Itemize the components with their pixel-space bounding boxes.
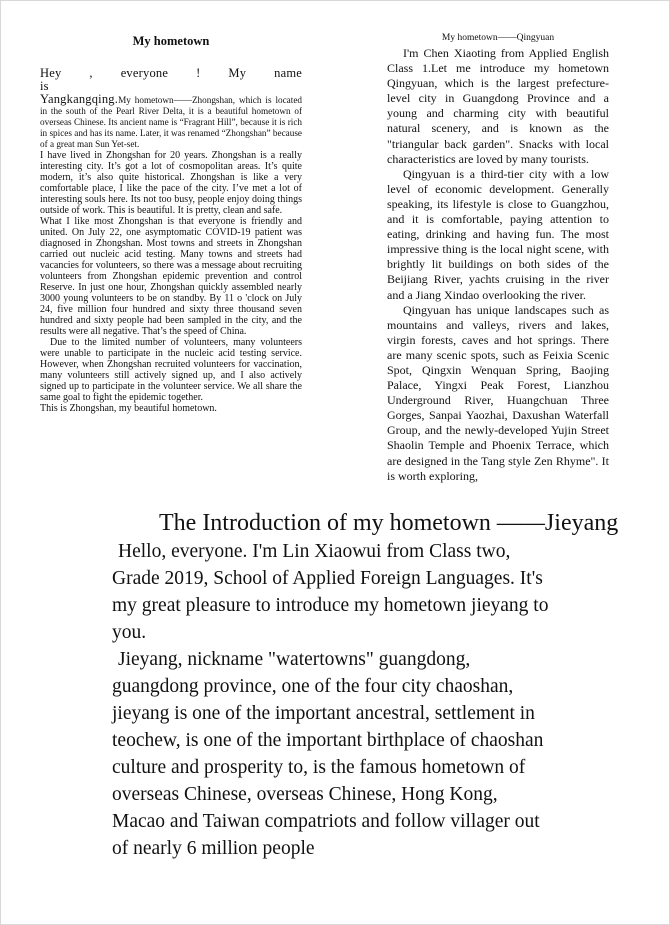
paragraph: Qingyuan has unique landscapes such as mountains and valleys, rivers and lakes, virgin forests, caves and hot springs. There are many scenic spots, such as Feixia Scenic Spot, Qingxin Wenquan Spring, Baojing Palace, Yingxi Peak Forest, Lianzhou Underground River, Huangchuan Three Gorges, Sanpai Yaozhai, Daxushan Waterfall Group, and the newly-developed Yujin Street Shaolin Temple and Phoenix Terrace, which are designed in the Tang style Zen Rhyme". It is worth exploring, [387,302,609,483]
greeting-name: Yangkangqing. [40,92,119,106]
paragraph: This is Zhongshan, my beautiful hometown. [40,403,217,414]
document-title: The Introduction of my hometown ——Jieyang [159,510,619,536]
intro-paragraph [40,93,302,150]
intro-text: My hometown——Zhongshan, which is located in the south of the Pearl River Delta, it is a beautiful hometown of overseas Chinese. Its ancient name is “Fragrant Hill”, because it is rich in spices and has its name. Later, it was renamed “Zhongshan” because of a great man Sun Yet-set. [40,95,302,149]
document-title: My hometown [132,34,210,48]
document-qingyuan [387,33,609,523]
document-zhongshan [40,34,302,529]
document-jieyang [110,508,660,912]
paragraph: I'm Chen Xiaoting from Applied English Class 1.Let me introduce my hometown Qingyuan, which is the largest prefecture-level city in Guangdong Province and a young and charming city with beautiful natural scenery, and is known as the "triangular back garden". Snacks with local characteristics are loved by many tourists. [387,46,609,166]
paragraph: Hello, everyone. I'm Lin Xiaowui from Class two, Grade 2019, School of Applied Foreign Languages. It's my great pleasure to introduce my hometown jieyang to you. [112,541,549,643]
greeting-line: Hey , everyone ! My name is [40,66,302,93]
paragraph: Due to the limited number of volunteers, many volunteers were unable to participate in the nucleic acid testing service. However, when Zhongshan recruited volunteers for vaccination, many volunteers still actively signed up, and I also actively signed up to participate in the volunteer service. We all share the same goal to fight the epidemic together. [40,337,302,403]
paragraph: What I like most Zhongshan is that everyone is friendly and united. On July 22, one asymptomatic COVID-19 patient was diagnosed in Zhongshan. Most towns and streets in Zhongshan carried out nucleic acid testing. Many towns and streets had vacancies for volunteers, so there was a message about recruiting volunteers from Zhongshan epidemic prevention and control Reserve. In just one hour, Zhongshan quickly assembled nearly 3000 young volunteers to be on standby. By 11 o 'clock on July 24, five million four hundred and sixty three thousand seven hundred and sixty people had been sampled in the city, and the results were all negative. That’s the speed of China. [40,216,302,337]
document-title: My hometown——Qingyuan [441,33,555,43]
paragraph: Qingyuan is a third-tier city with a low level of economic development. Generally speaking, its lifestyle is close to Guangzhou, and it is comfortable, paying attention to eating, drinking and having fun. The most impressive thing is the local night scene, with brightly lit buildings on both sides of the Beijiang River, yachts cruising in the river and a Jiang Xindao overlooking the river. [387,166,609,302]
paragraph: Jieyang, nickname "watertowns" guangdong, guangdong province, one of the four city chaoshan, jieyang is one of the important ancestral, settlement in teochew, is one of the important birthplace of chaoshan culture and prosperity to, is the famous hometown of overseas Chinese, overseas Chinese, Hong Kong, Macao and Taiwan compatriots and follow villager out of nearly 6 million people [112,649,544,859]
paragraph: I have lived in Zhongshan for 20 years. Zhongshan is a really interesting city. It’s got a lot of cosmopolitan areas. It’s quite modern, it’s also quite historical. Zhongshan is like a very comfortable place, I like the pace of the city. I’ve met a lot of interesting souls here. Its not too busy, people enjoy doing things outside of work. This is beautiful. It is pretty, clean and safe. [40,150,302,216]
